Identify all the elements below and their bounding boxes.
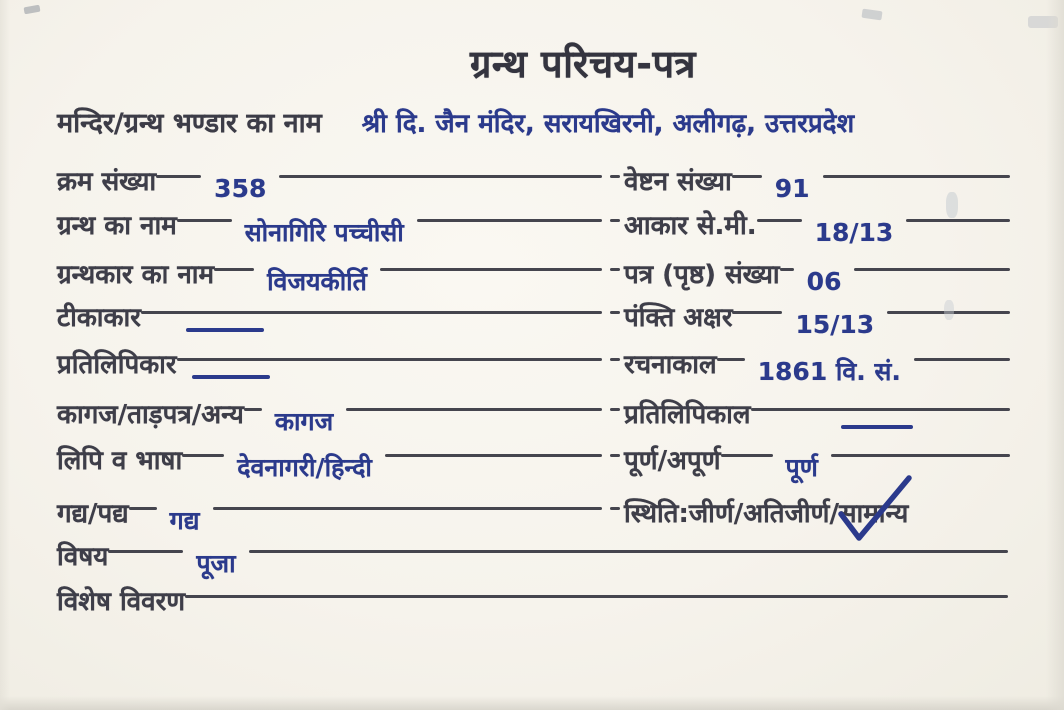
field-value: विजयकीर्ति bbox=[267, 267, 367, 296]
field-value: 358 bbox=[214, 174, 267, 203]
field-row-prose-verse bbox=[57, 496, 602, 540]
rule-line bbox=[757, 219, 802, 222]
rule-line bbox=[732, 175, 762, 178]
rule-line bbox=[831, 454, 1010, 457]
rule-line bbox=[854, 268, 1010, 271]
field-value: 91 bbox=[774, 174, 810, 203]
rule-line bbox=[780, 268, 794, 271]
rule-line bbox=[610, 454, 620, 457]
rule-line bbox=[610, 175, 620, 178]
field-label: पंक्ति अक्षर bbox=[624, 303, 733, 333]
rule-line bbox=[610, 358, 620, 361]
rule-line bbox=[823, 175, 1010, 178]
field-row-condition bbox=[610, 496, 1040, 540]
field-row-special-details bbox=[57, 584, 1008, 628]
field-label: टीकाकार bbox=[57, 303, 141, 333]
field-value: पूर्ण bbox=[785, 453, 818, 482]
rule-line bbox=[610, 219, 620, 222]
rule-line bbox=[129, 507, 157, 510]
rule-line bbox=[249, 550, 1008, 553]
field-label: ग्रन्थकार का नाम bbox=[57, 260, 215, 290]
field-label: कागज/ताड़पत्र/अन्य bbox=[57, 400, 244, 430]
scan-artifact bbox=[946, 192, 958, 218]
field-label: गद्य/पद्य bbox=[57, 499, 129, 529]
field-value: गद्य bbox=[169, 506, 200, 535]
repository-row bbox=[57, 106, 854, 142]
checkmark-icon bbox=[829, 470, 919, 548]
rule-line bbox=[214, 268, 254, 271]
nil-dash bbox=[186, 328, 264, 332]
field-label: पूर्ण/अपूर्ण bbox=[624, 446, 721, 476]
rule-line bbox=[156, 175, 201, 178]
field-value: 06 bbox=[806, 267, 842, 296]
status-selected-option bbox=[839, 496, 908, 532]
rule-line bbox=[380, 268, 602, 271]
field-label: लिपि व भाषा bbox=[57, 446, 183, 476]
rule-line bbox=[141, 311, 602, 314]
rule-line bbox=[177, 219, 232, 222]
field-row-script-language bbox=[57, 443, 602, 487]
rule-line bbox=[732, 311, 782, 314]
rule-line bbox=[914, 358, 1010, 361]
field-value: पूजा bbox=[196, 549, 236, 578]
field-value: 18/13 bbox=[814, 218, 894, 247]
nil-dash bbox=[841, 425, 913, 429]
field-row-author-name bbox=[57, 257, 602, 301]
rule-line bbox=[906, 219, 1010, 222]
rule-line bbox=[610, 507, 620, 510]
rule-line bbox=[244, 408, 262, 411]
field-label: प्रतिलिपिकाल bbox=[624, 400, 751, 430]
rule-line bbox=[108, 550, 183, 553]
rule-line bbox=[751, 408, 1010, 411]
field-label: स्थिति:जीर्ण/अतिजीर्ण/ bbox=[624, 499, 839, 529]
repository-value: श्री दि. जैन मंदिर, सरायखिरनी, अलीगढ़, उत्तरप्रदेश bbox=[361, 109, 855, 139]
field-row-copy-date bbox=[610, 397, 1010, 441]
field-row-scribe bbox=[57, 347, 602, 391]
nil-dash bbox=[192, 375, 270, 379]
field-value: 15/13 bbox=[795, 310, 875, 339]
field-label: प्रतिलिपिकार bbox=[57, 350, 177, 380]
field-label: विषय bbox=[57, 542, 109, 572]
rule-line bbox=[610, 268, 620, 271]
scan-artifact bbox=[0, 0, 10, 710]
field-value: सोनागिरि पच्चीसी bbox=[244, 218, 404, 247]
scan-artifact bbox=[1046, 0, 1064, 710]
field-value: देवनागरी/हिन्दी bbox=[237, 453, 372, 482]
field-label: रचनाकाल bbox=[624, 350, 717, 380]
field-row-commentator bbox=[57, 300, 602, 344]
field-row-complete-incomplete bbox=[610, 443, 1010, 487]
rule-line bbox=[185, 595, 1008, 598]
field-value: कागज bbox=[274, 407, 334, 436]
rule-line bbox=[610, 408, 620, 411]
field-value: 1861 वि. सं. bbox=[757, 357, 901, 386]
field-label: आकार से.मी. bbox=[624, 211, 757, 241]
repository-label: मन्दिर/ग्रन्थ भण्डार का नाम bbox=[57, 108, 322, 139]
rule-line bbox=[385, 454, 602, 457]
scan-artifact bbox=[0, 696, 1064, 710]
rule-line bbox=[717, 358, 745, 361]
field-row-serial-number bbox=[57, 164, 602, 208]
field-row-material bbox=[57, 397, 602, 441]
page-title: ग्रन्थ परिचय-पत्र bbox=[469, 42, 697, 86]
rule-line bbox=[721, 454, 773, 457]
field-label: वेष्टन संख्या bbox=[624, 167, 732, 197]
field-label: पत्र (पृष्ठ) संख्या bbox=[624, 260, 780, 290]
rule-line bbox=[213, 507, 603, 510]
rule-line bbox=[279, 175, 602, 178]
rule-line bbox=[417, 219, 602, 222]
rule-line bbox=[177, 358, 602, 361]
field-row-composition-date bbox=[610, 347, 1010, 391]
rule-line bbox=[182, 454, 224, 457]
status-option-label: सामान्य bbox=[838, 499, 909, 529]
field-label: ग्रन्थ का नाम bbox=[57, 211, 177, 241]
field-label: क्रम संख्या bbox=[57, 167, 157, 197]
rule-line bbox=[610, 311, 620, 314]
field-row-leaf-count bbox=[610, 257, 1010, 301]
scan-artifact bbox=[944, 300, 954, 320]
rule-line bbox=[346, 408, 602, 411]
field-label: विशेष विवरण bbox=[57, 587, 186, 617]
field-row-granth-name bbox=[57, 208, 602, 252]
